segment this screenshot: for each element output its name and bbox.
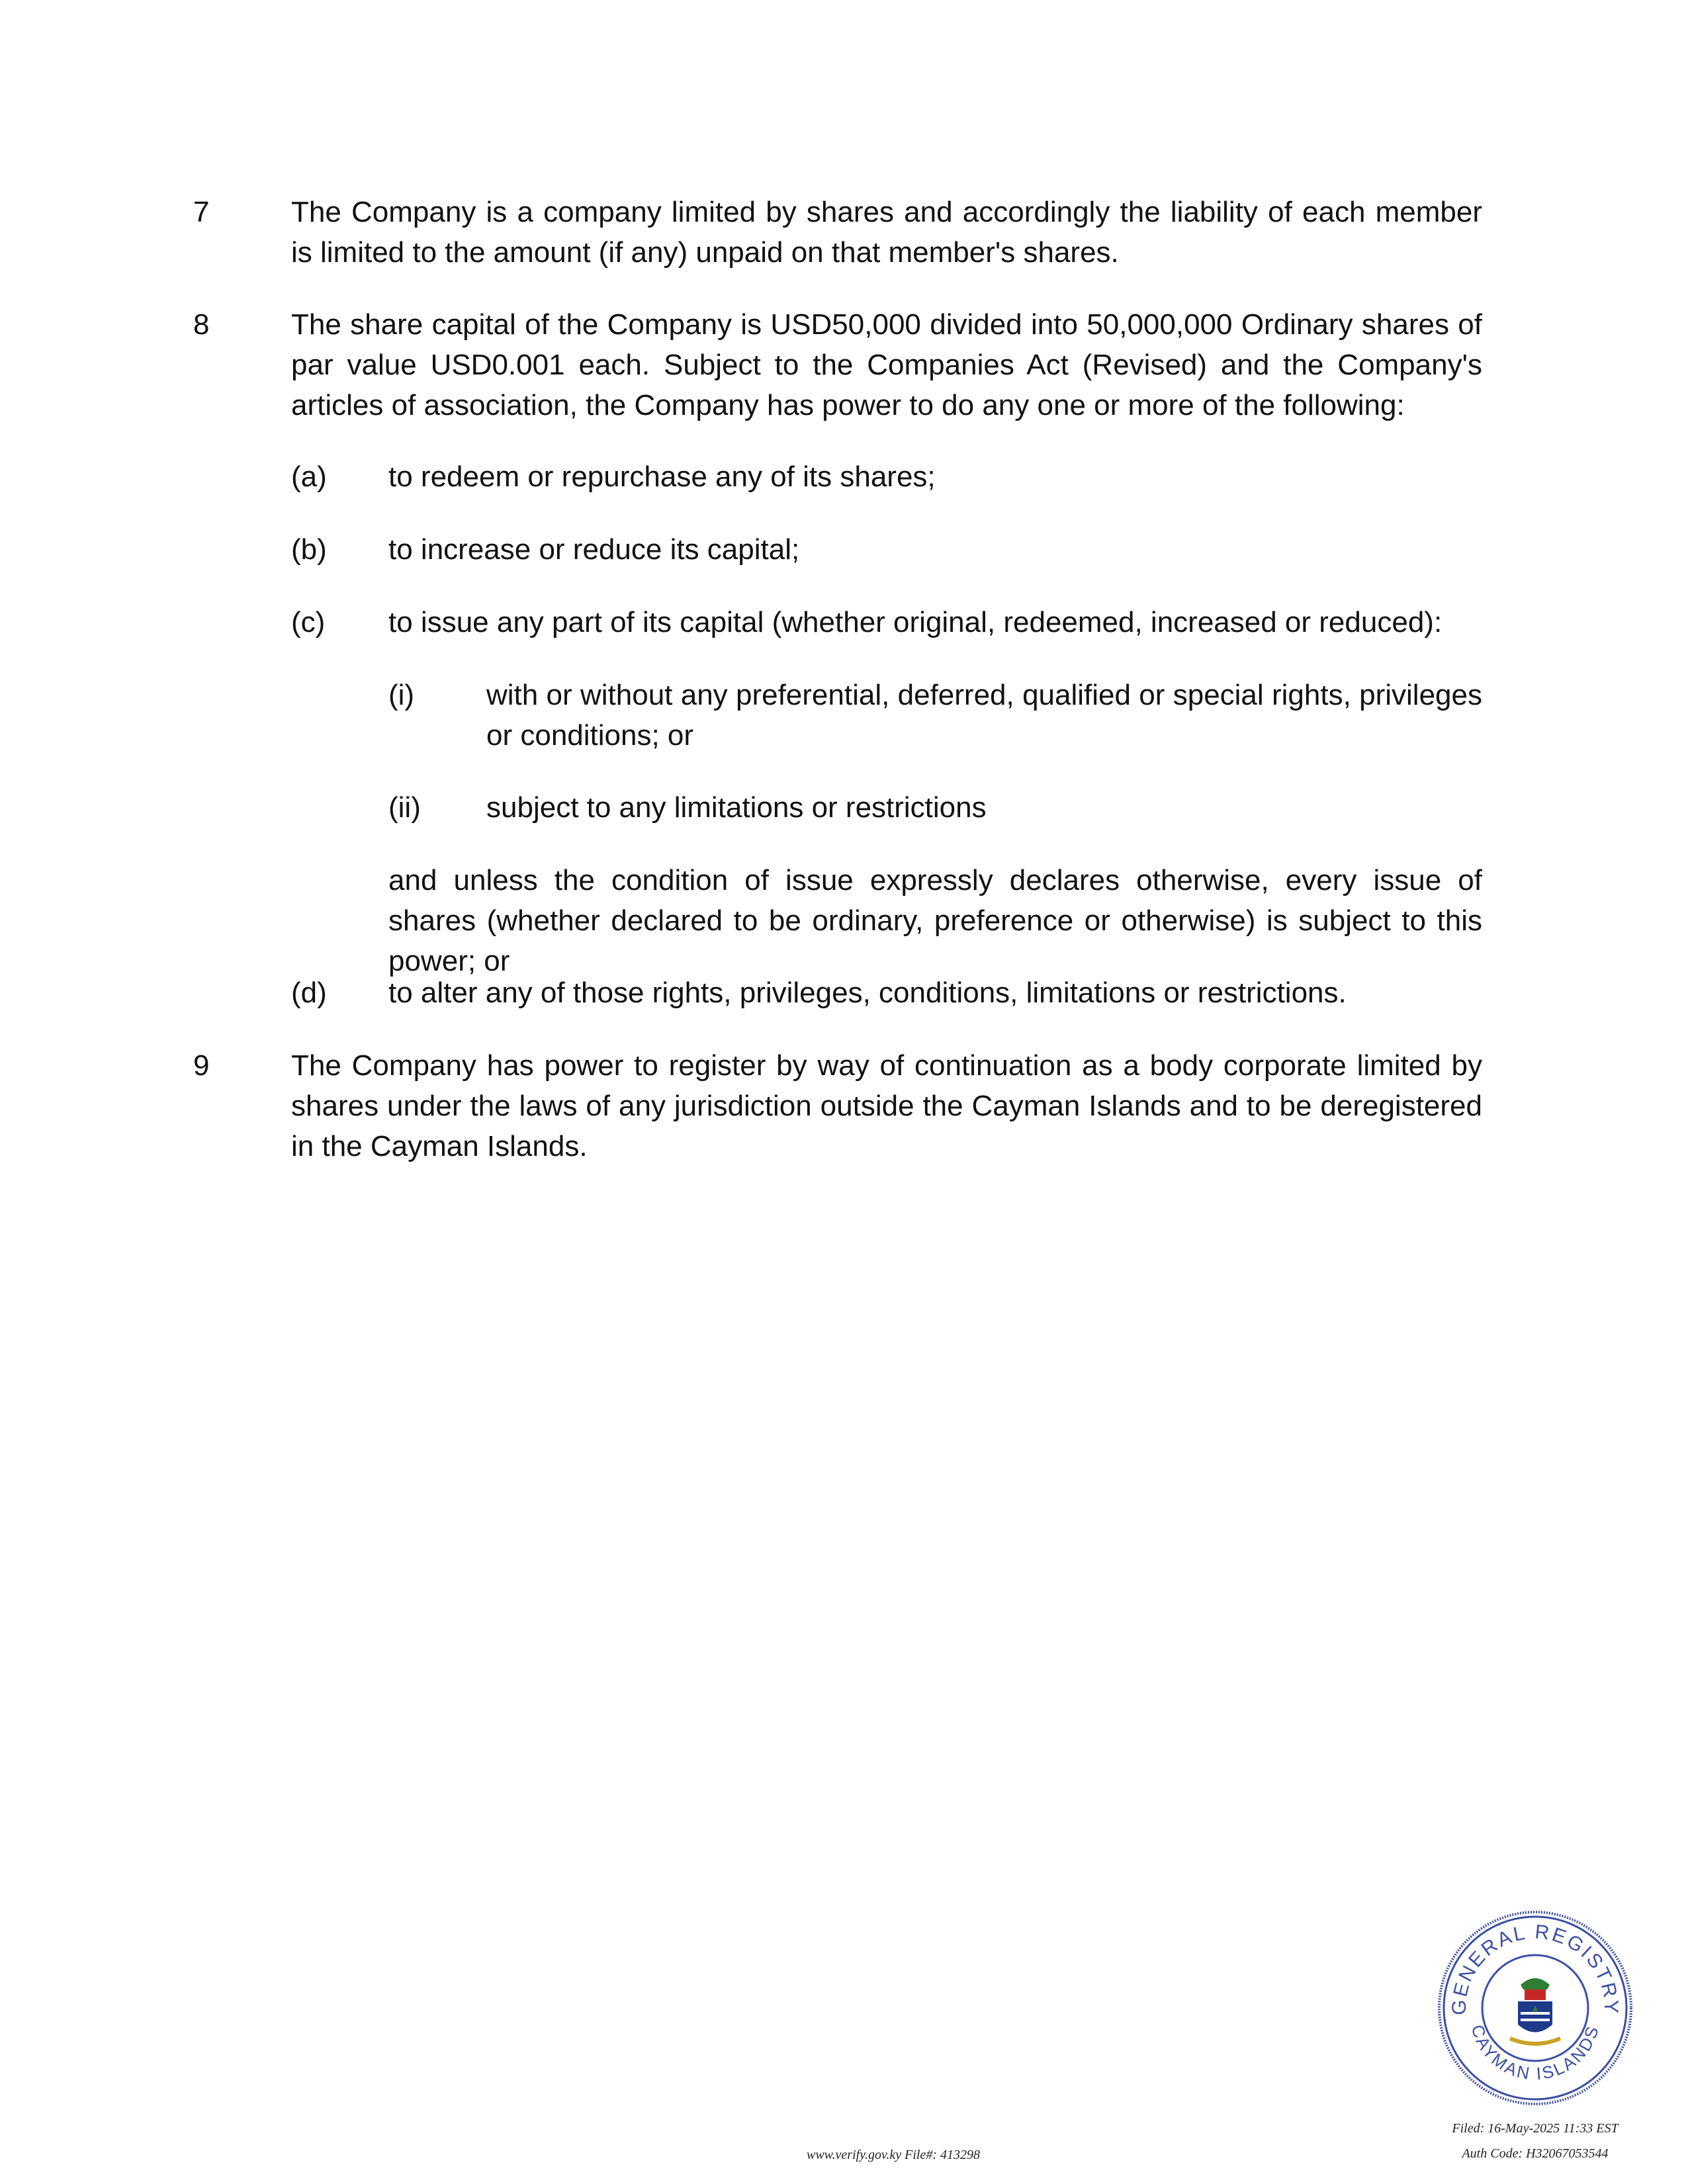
clause-9-number: 9 bbox=[193, 1049, 210, 1082]
clause-7-text: The Company is a company limited by shares and accordingly the liability of each member is limited to the amount (if any) unpaid on that member's shares. bbox=[291, 196, 1482, 269]
clause-8-text: The share capital of the Company is USD50,000 divided into 50,000,000 Ordinary shares of par value USD0.001 each. Subject to the Companies Act (Revised) and the Company's articles of association, the Company has power to do any one or more of the following: bbox=[291, 308, 1482, 421]
general-registry-seal bbox=[1436, 1909, 1634, 2107]
clause-8c-i-label: (i) bbox=[388, 679, 415, 711]
clause-8b-text: to increase or reduce its capital; bbox=[388, 533, 800, 566]
clause-8-number: 8 bbox=[193, 308, 210, 341]
clause-8c-i-text: with or without any preferential, deferred, qualified or special rights, privileges or conditions; or bbox=[486, 679, 1482, 752]
seal-top-text: GENERAL REGISTRY bbox=[1448, 1921, 1622, 2016]
clause-8c-label: (c) bbox=[291, 606, 326, 638]
clause-8a-text: to redeem or repurchase any of its shares; bbox=[388, 460, 936, 493]
coat-of-arms-icon bbox=[1510, 1978, 1560, 2044]
clause-8c-text: to issue any part of its capital (whether original, redeemed, increased or reduced): bbox=[388, 606, 1443, 638]
clause-8c-ii-text: subject to any limitations or restrictions bbox=[486, 791, 987, 824]
seal-bottom-text: CAYMAN ISLANDS bbox=[1467, 2022, 1603, 2084]
clause-7-number: 7 bbox=[193, 196, 210, 228]
footer-auth-code: Auth Code: H32067053544 bbox=[1462, 2146, 1609, 2161]
clause-8d-text: to alter any of those rights, privileges, conditions, limitations or restrictions. bbox=[388, 977, 1347, 1009]
clause-8c-ii-label: (ii) bbox=[388, 791, 421, 824]
clause-8c-continuation: and unless the condition of issue expressly declares otherwise, every issue of shares (whether declared to be ordinary, preference or otherwise) is subject to this power; or bbox=[388, 864, 1482, 977]
clause-8b-label: (b) bbox=[291, 533, 327, 566]
footer-verify-file: www.verify.gov.ky File#: 413298 bbox=[807, 2148, 980, 2162]
clause-8a-label: (a) bbox=[291, 460, 327, 493]
clause-8d-label: (d) bbox=[291, 977, 327, 1009]
footer-filed: Filed: 16-May-2025 11:33 EST bbox=[1452, 2121, 1619, 2136]
svg-text:GENERAL REGISTRY bbox=[1448, 1921, 1622, 2015]
clause-9-text: The Company has power to register by way of continuation as a body corporate limited by shares under the laws of any jurisdiction outside the Cayman Islands and to be deregistered in the Cayman Islands. bbox=[291, 1049, 1482, 1162]
